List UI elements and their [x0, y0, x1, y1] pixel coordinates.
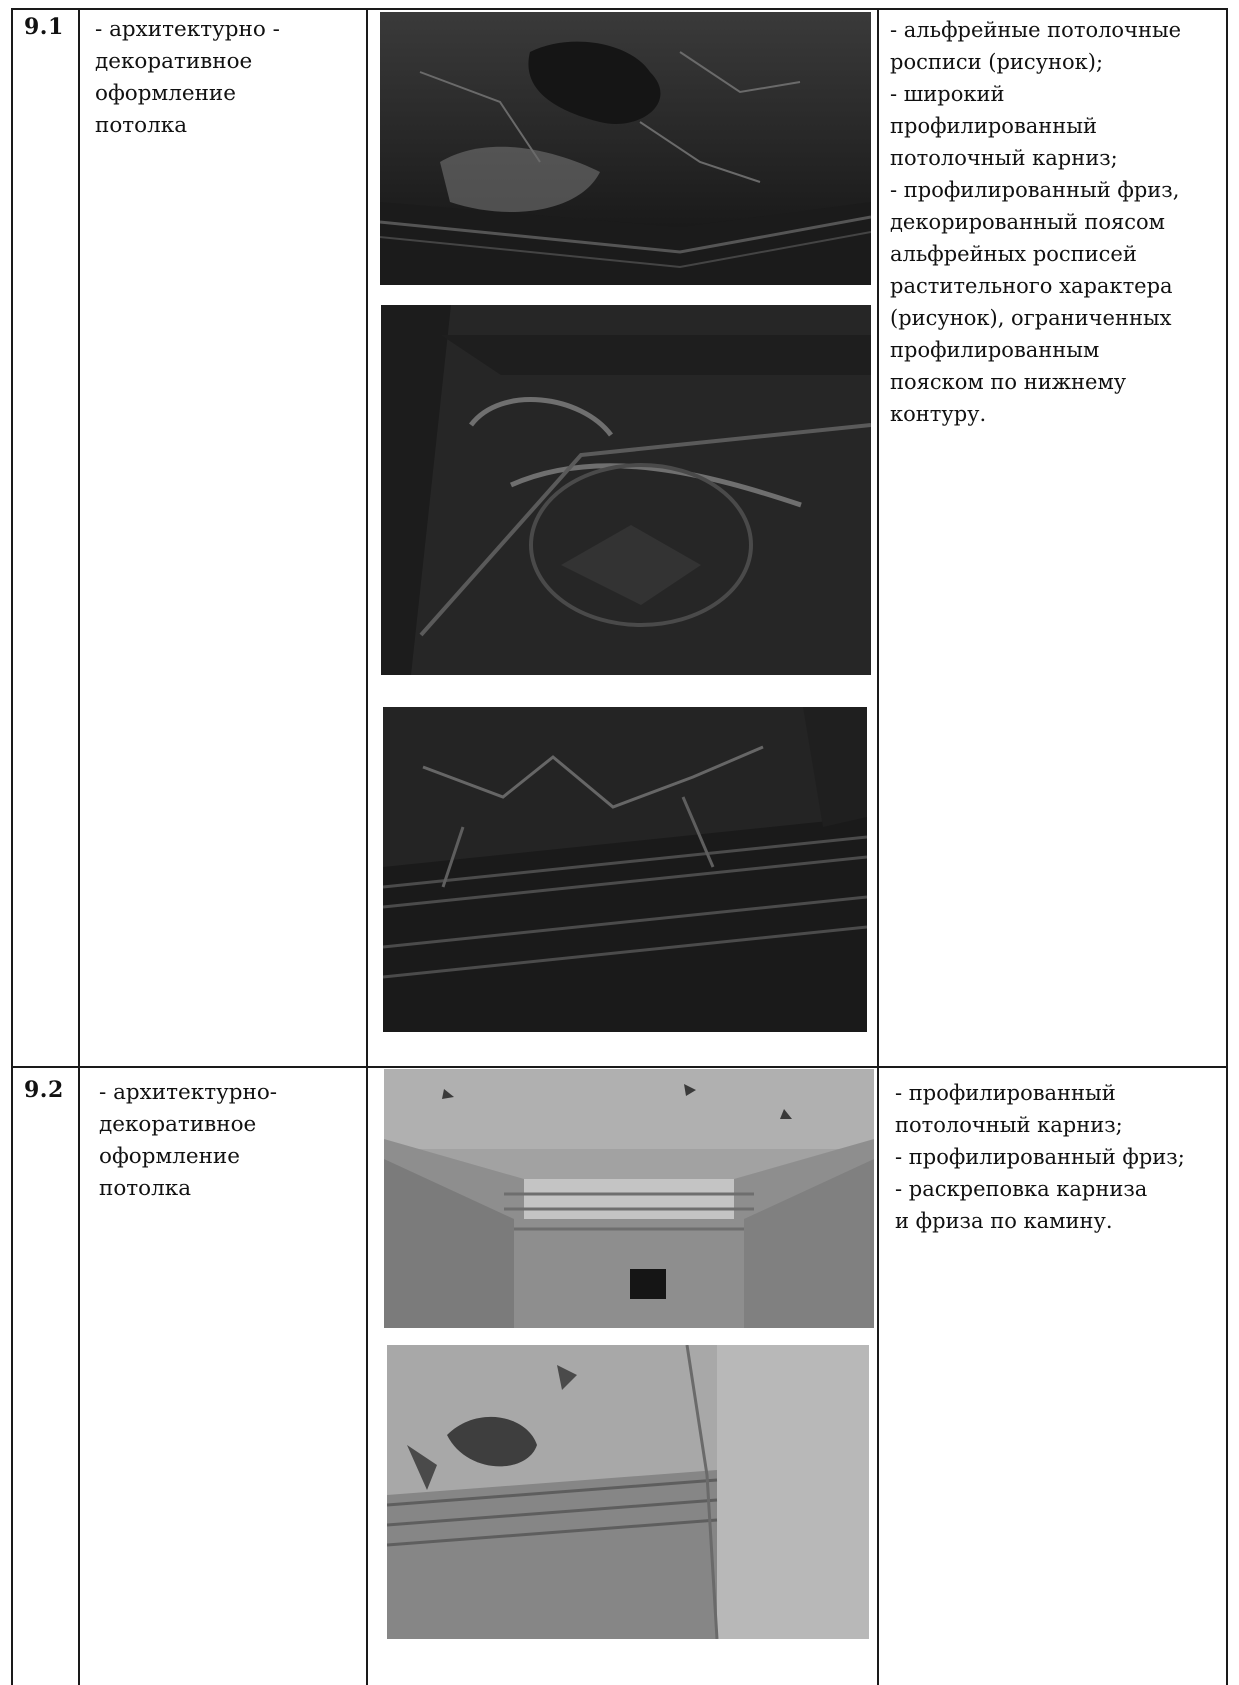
table-border-left: [11, 8, 13, 1685]
element-name: - архитектурно - декоративное оформление потолка: [95, 17, 280, 138]
element-name: - архитектурно- декоративное оформление потолка: [99, 1080, 278, 1201]
element-description: - профилированный потолочный карниз; - профилированный фриз; - раскреповка карниза и фриза по камину.: [895, 1081, 1185, 1233]
table-divider-col2: [366, 8, 368, 1685]
table-border-right: [1226, 8, 1228, 1685]
table-divider-col3: [877, 8, 879, 1685]
ceiling-corner-photo: [387, 1345, 869, 1639]
ceiling-painting-photo: [381, 305, 871, 675]
cornice-fireplace-photo: [384, 1069, 874, 1328]
ceiling-painting-photo: [380, 12, 871, 285]
table-border-top: [11, 8, 1228, 10]
element-description: - альфрейные потолочные росписи (рисунок); - широкий профилированный потолочный карниз; - профилированный фриз, декорированный поясом альфрейных росписей растительного характера (рисунок), ограниченных профилированным пояском по нижнему контуру.: [890, 18, 1182, 426]
ceiling-cornice-photo: [383, 707, 867, 1032]
table-divider-col1: [78, 8, 80, 1685]
table-row-divider: [11, 1066, 1228, 1068]
row-number: 9.2: [24, 1077, 64, 1103]
row-number: 9.1: [24, 14, 64, 40]
